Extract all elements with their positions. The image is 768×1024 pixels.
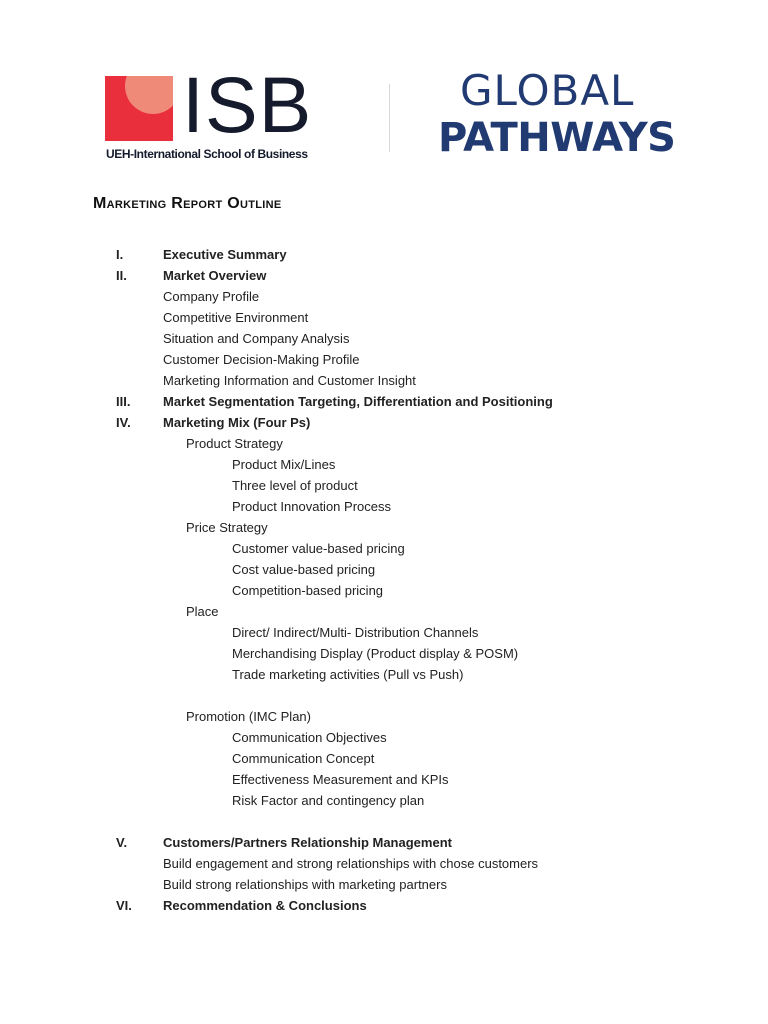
- outline-item-text: Product Innovation Process: [232, 499, 391, 514]
- outline-item: [0, 349, 768, 370]
- section-number: I.: [116, 247, 124, 262]
- section-title: Recommendation & Conclusions: [163, 898, 367, 913]
- outline-item-text: Communication Concept: [232, 751, 375, 766]
- outline-item: [0, 748, 768, 769]
- outline-item-text: Trade marketing activities (Pull vs Push): [232, 667, 464, 682]
- outline-item: [0, 790, 768, 811]
- outline-subsection-text: Product Strategy: [186, 436, 283, 451]
- outline-section: [0, 244, 768, 265]
- outline-item: [0, 328, 768, 349]
- outline-item: [0, 307, 768, 328]
- outline-item-text: Direct/ Indirect/Multi- Distribution Channels: [232, 625, 479, 640]
- outline-subsection-text: Promotion (IMC Plan): [186, 709, 311, 724]
- outline-item: [0, 769, 768, 790]
- outline-subsection-text: Place: [186, 604, 219, 619]
- section-number: IV.: [116, 415, 131, 430]
- outline-section: [0, 265, 768, 286]
- outline-subsection: [0, 601, 768, 622]
- outline-item-text: Three level of product: [232, 478, 358, 493]
- blank-line: [0, 685, 768, 706]
- outline-item: [0, 370, 768, 391]
- outline-item: [0, 727, 768, 748]
- outline-item-text: Product Mix/Lines: [232, 457, 336, 472]
- outline-item: [0, 643, 768, 664]
- section-title: Marketing Mix (Four Ps): [163, 415, 311, 430]
- outline-item-text: Build strong relationships with marketing partners: [163, 877, 447, 892]
- outline-subsection: [0, 706, 768, 727]
- outline-item: [0, 580, 768, 601]
- isb-wordmark: ISB: [182, 60, 313, 149]
- global-pathways-line2: PATHWAYS: [438, 115, 676, 161]
- outline-item: [0, 538, 768, 559]
- outline-subsection: [0, 517, 768, 538]
- blank-line: [0, 811, 768, 832]
- outline-item: [0, 559, 768, 580]
- outline-item: [0, 286, 768, 307]
- outline-item-text: Competition-based pricing: [232, 583, 384, 598]
- section-title: Executive Summary: [163, 247, 287, 262]
- outline-item-text: Communication Objectives: [232, 730, 387, 745]
- outline-item: [0, 475, 768, 496]
- outline-item-text: Cost value-based pricing: [232, 562, 376, 577]
- outline-item-text: Marketing Information and Customer Insight: [163, 373, 416, 388]
- section-title: Market Segmentation Targeting, Differentiation and Positioning: [163, 394, 553, 409]
- outline-item: [0, 664, 768, 685]
- outline-section: [0, 832, 768, 853]
- report-outline: [0, 244, 768, 916]
- section-number: VI.: [116, 898, 132, 913]
- outline-item-text: Situation and Company Analysis: [163, 331, 350, 346]
- outline-item-text: Company Profile: [163, 289, 260, 304]
- outline-item: [0, 454, 768, 475]
- outline-item-text: Customer Decision-Making Profile: [163, 352, 360, 367]
- section-number: V.: [116, 835, 128, 850]
- outline-item-text: Effectiveness Measurement and KPIs: [232, 772, 449, 787]
- section-title: Market Overview: [163, 268, 267, 283]
- outline-item: [0, 874, 768, 895]
- outline-item-text: Customer value-based pricing: [232, 541, 405, 556]
- global-pathways-line1: GLOBAL: [460, 66, 635, 115]
- document-title: Marketing Report Outline: [93, 195, 282, 212]
- isb-subtitle: UEH-International School of Business: [106, 147, 308, 161]
- outline-section: [0, 895, 768, 916]
- outline-item-text: Merchandising Display (Product display & POSM): [232, 646, 519, 661]
- section-number: II.: [116, 268, 127, 283]
- outline-item: [0, 496, 768, 517]
- outline-section: [0, 391, 768, 412]
- isb-logo: [105, 60, 340, 164]
- outline-item: [0, 853, 768, 874]
- outline-item-text: Risk Factor and contingency plan: [232, 793, 425, 808]
- logo-divider: [389, 84, 390, 152]
- isb-logo-mark-circle: [125, 76, 173, 114]
- outline-item: [0, 622, 768, 643]
- global-pathways-logo: [438, 66, 678, 165]
- outline-item-text: Build engagement and strong relationships with chose customers: [163, 856, 539, 871]
- isb-logo-mark: [105, 76, 173, 141]
- section-number: III.: [116, 394, 131, 409]
- outline-section: [0, 412, 768, 433]
- outline-subsection-text: Price Strategy: [186, 520, 268, 535]
- outline-subsection: [0, 433, 768, 454]
- outline-item-text: Competitive Environment: [163, 310, 309, 325]
- section-title: Customers/Partners Relationship Management: [163, 835, 452, 850]
